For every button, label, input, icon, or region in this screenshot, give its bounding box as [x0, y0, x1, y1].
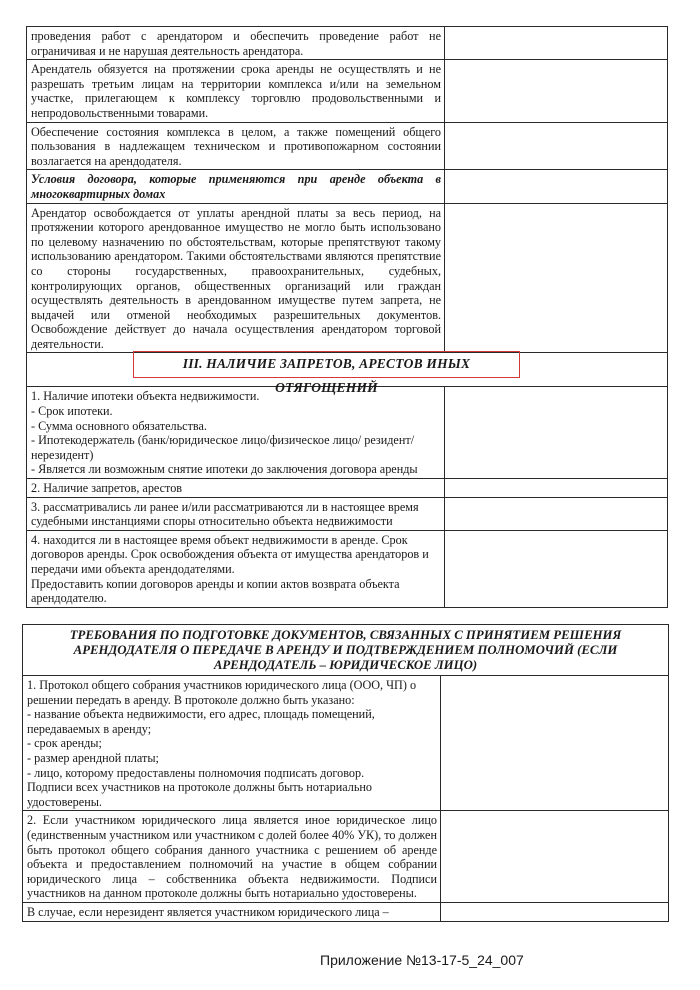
row-value-cell	[445, 530, 668, 607]
row-text: Арендатель обязуется на протяжении срока аренды не осуществлять и не разрешать третьим лицам на территории комплекса и/или на земельном участке, прилегающем к комплексу торговлю продовольственными и непродовольственными товарами.	[27, 60, 445, 122]
line: - лицо, которому предоставлены полномочия подписать договор.	[27, 765, 365, 780]
table-row	[27, 530, 668, 607]
row-value-cell	[445, 170, 668, 203]
table-heading: ТРЕБОВАНИЯ ПО ПОДГОТОВКЕ ДОКУМЕНТОВ, СВЯЗАННЫХ С ПРИНЯТИЕМ РЕШЕНИЯ АРЕНДОДАТЕЛЯ О ПЕРЕДАЧЕ В АРЕНДУ И ПОДТВЕРЖДЕНИЕМ ПОЛНОМОЧИЙ (ЕСЛИ АРЕНДОДАТЕЛЬ – ЮРИДИЧЕСКОЕ ЛИЦО)	[23, 625, 669, 676]
line: - Сумма основного обязательства.	[31, 418, 207, 433]
line: 1. Протокол общего собрания участников юридического лица (ООО, ЧП) о решении передать в аренду. В протоколе должно быть указано:	[27, 678, 417, 707]
row-text	[27, 530, 445, 607]
line: В случае, если нерезидент является участником юридического лица –	[27, 904, 389, 919]
table-row	[27, 479, 668, 498]
row-text	[23, 902, 441, 921]
table-row	[27, 203, 668, 353]
line: - Ипотекодержатель (банк/юридическое лицо/физическое лицо/ резидент/нерезидент)	[31, 433, 415, 462]
table-row	[27, 27, 668, 60]
line: - Является ли возможным снятие ипотеки до заключения договора аренды	[31, 462, 418, 477]
line: Предоставить копии договоров аренды и копии актов возврата объекта арендодателю.	[31, 576, 400, 606]
line: - Срок ипотеки.	[31, 404, 113, 419]
row-value-cell	[445, 387, 668, 479]
row-text	[23, 676, 441, 811]
row-value-cell	[441, 902, 669, 921]
documents-requirements-table	[22, 624, 669, 922]
table-row	[27, 122, 668, 170]
row-text	[27, 497, 445, 530]
line: 3. рассматривались ли ранее и/или рассматриваются ли в настоящее время судебными инстанциями споры относительно объекта недвижимости	[31, 499, 419, 529]
row-text: Арендатор освобождается от уплаты арендной платы за весь период, на протяжении которого арендованное имущество не могло быть использовано по целевому назначению по обстоятельствам, которые препятствуют такому использованию арендатором. Такими обстоятельствами являются препятствие со стороны государственных, правоохранительных, судебных, контролирующих органов, общественных организаций или граждан осуществлять деятельность в арендованном имуществе путем запрета, не выдачей или отменой необходимых разрешительных документов. Освобождение действует до начала осуществления арендатором торговой деятельности.	[27, 203, 445, 353]
line: - размер арендной платы;	[27, 750, 159, 765]
line: - название объекта недвижимости, его адрес, площадь помещений, передаваемых в аренду;	[27, 707, 375, 736]
line: Подписи всех участников на протоколе должны быть нотариально удостоверены.	[27, 780, 373, 809]
row-text	[23, 811, 441, 903]
row-value-cell	[441, 811, 669, 903]
row-value-cell	[445, 479, 668, 498]
row-text: Обеспечение состояния комплекса в целом, а также помещений общего пользования в надлежащем техническом и противопожарном состоянии возлагается на арендодателя.	[27, 122, 445, 170]
section-title: III. НАЛИЧИЕ ЗАПРЕТОВ, АРЕСТОВ ИНЫХ ОТЯГОЩЕНИЙ	[133, 351, 520, 378]
subsection-heading: Условия договора, которые применяются при аренде объекта в многоквартирных домах	[27, 170, 445, 203]
line: 2. Наличие запретов, арестов	[31, 481, 183, 496]
table-row	[23, 811, 669, 903]
table-row	[27, 497, 668, 530]
line: - срок аренды;	[27, 736, 102, 751]
table-row	[27, 60, 668, 122]
table-row	[27, 387, 668, 479]
row-value-cell	[445, 60, 668, 122]
row-value-cell	[445, 203, 668, 353]
appendix-label: Приложение №13-17-5_24_007	[320, 952, 524, 968]
conditions-table	[26, 26, 668, 608]
row-text	[27, 387, 445, 479]
line: 2. Если участником юридического лица является иное юридическое лицо (единственным участником или участником с долей более 40% УК), то должен быть протокол общего собрания данного участника с решением об аренде объекта и предоставлением полномочий на участие в общем собрании юридического лица – собственника объекта недвижимости. Подписи участников на данном протоколе должны быть нотариально удостоверены.	[27, 813, 437, 901]
row-value-cell	[445, 497, 668, 530]
table-row	[27, 170, 668, 203]
row-value-cell	[445, 122, 668, 170]
line: 1. Наличие ипотеки объекта недвижимости.	[31, 389, 260, 404]
line: 4. находится ли в настоящее время объект недвижимости в аренде. Срок договоров аренды. Срок освобождения объекта от имущества арендаторов и передачи ими объекта арендодателями.	[31, 532, 429, 576]
table-row	[23, 902, 669, 921]
heading-row	[23, 625, 669, 676]
row-value-cell	[441, 676, 669, 811]
row-value-cell	[445, 27, 668, 60]
table-row	[23, 676, 669, 811]
row-text: проведения работ с арендатором и обеспечить проведение работ не ограничивая и не нарушая деятельность арендатора.	[27, 27, 445, 60]
row-text	[27, 479, 445, 498]
